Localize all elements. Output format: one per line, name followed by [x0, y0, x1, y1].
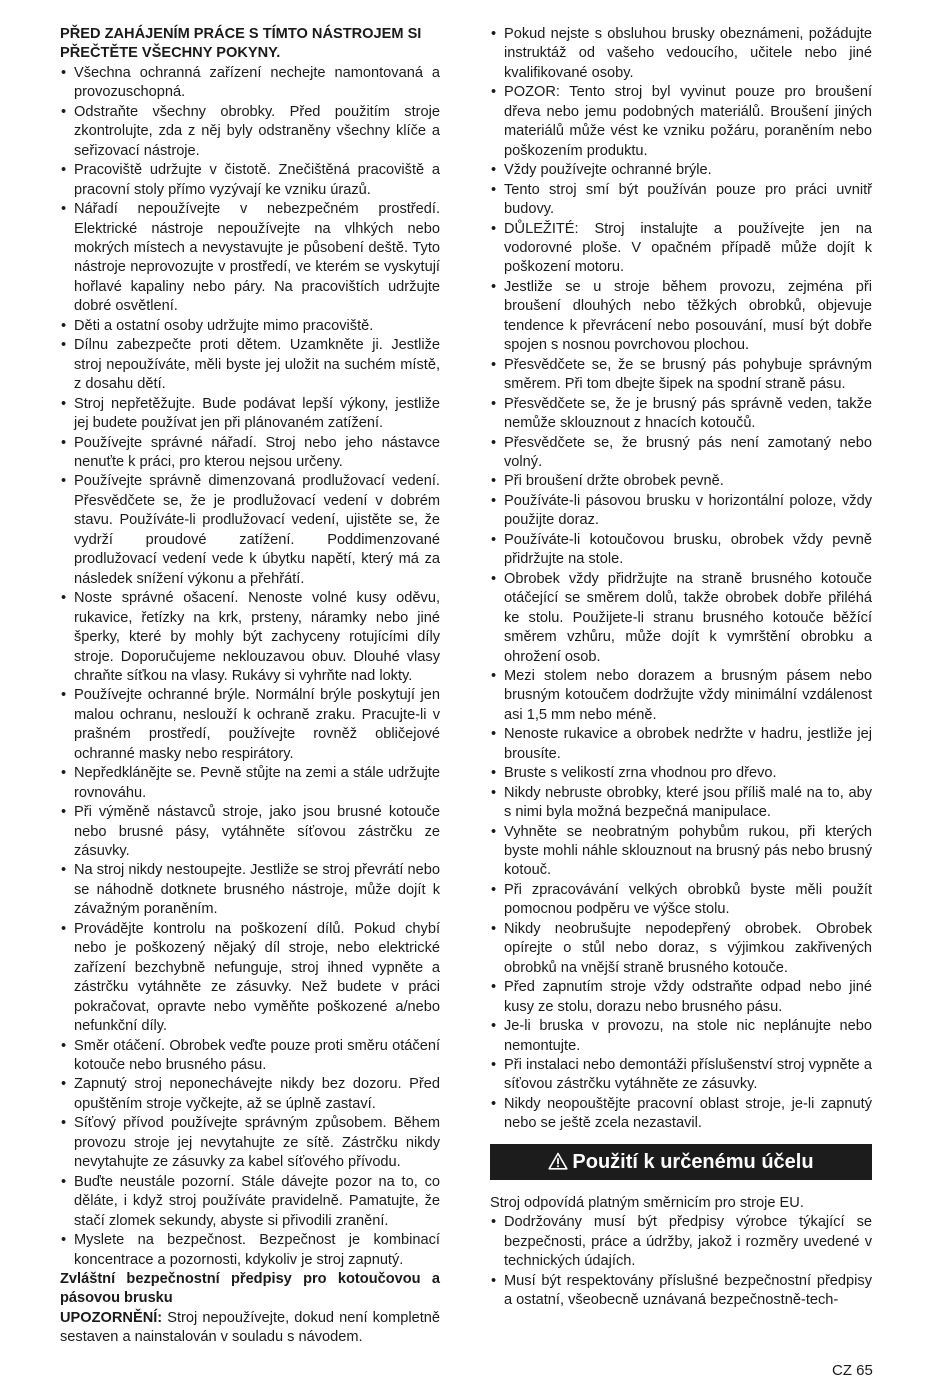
list-item: • Myslete na bezpečnost. Bezpečnost je kombinací koncentrace a pozornosti, kdykoliv je stroj zapnutý. [60, 1231, 440, 1270]
safety-heading: PŘED ZAHÁJENÍM PRÁCE S TÍMTO NÁSTROJEM SI PŘEČTĚTE VŠECHNY POKYNY. [60, 26, 422, 62]
list-item: • Dodržovány musí být předpisy výrobce týkající se bezpečnosti, práce a údržby, jakož i rozměry uvedené v technických údajích. [490, 1213, 872, 1271]
intended-use-header [490, 1144, 872, 1180]
list-item: • Na stroj nikdy nestoupejte. Jestliže se stroj převrátí nebo se náhodně dotknete brusného nástroje, může dojít k závažným poraněním. [60, 861, 440, 919]
list-item: • Používáte-li kotoučovou brusku, obrobek vždy pevně přidržujte na stole. [490, 531, 872, 570]
list-item: • Nepředklánějte se. Pevně stůjte na zemi a stále udržujte rovnováhu. [60, 764, 440, 803]
list-item: • Všechna ochranná zařízení nechejte namontovaná a provozuschopná. [60, 64, 440, 103]
list-item: • Nikdy neobrušujte nepodepřený obrobek. Obrobek opírejte o stůl nebo doraz, s výjimkou zakřivených obrobků na vnější straně brusného kotouče. [490, 920, 872, 978]
list-item: • Nikdy nebruste obrobky, které jsou příliš malé na to, aby s nimi byla možná bezpečná manipulace. [490, 784, 872, 823]
page-number: CZ 65 [832, 1362, 873, 1379]
list-item: • Pracoviště udržujte v čistotě. Znečištěná pracoviště a pracovní stoly přímo vyzývají ke vzniku úrazů. [60, 161, 440, 200]
list-item: • Před zapnutím stroje vždy odstraňte odpad nebo jiné kusy ze stolu, dorazu nebo brusného pásu. [490, 978, 872, 1017]
list-item: • Používáte-li pásovou brusku v horizontální poloze, vždy použijte doraz. [490, 492, 872, 531]
list-item: • Nenoste rukavice a obrobek nedržte v hadru, jestliže jej brousíte. [490, 725, 872, 764]
list-item: • Nikdy neopouštějte pracovní oblast stroje, je-li zapnutý nebo se ještě zcela nezastavil. [490, 1095, 872, 1134]
list-item: • Vždy používejte ochranné brýle. [490, 161, 872, 180]
list-item: • Přesvědčete se, že se brusný pás pohybuje správným směrem. Při tom dbejte šipek na spodní straně pásu. [490, 356, 872, 395]
list-item: • Buďte neustále pozorní. Stále dávejte pozor na to, co děláte, i když stroj používáte pravidelně. Pamatujte, že stačí zlomek sekundy, abyste si přivodili zranění. [60, 1173, 440, 1231]
list-item: • Odstraňte všechny obrobky. Před použitím stroje zkontrolujte, zda z něj byly odstraněny všechny klíče a seřizovací nástroje. [60, 103, 440, 161]
list-item: • Přesvědčete se, že brusný pás není zamotaný nebo volný. [490, 434, 872, 473]
list-item: • Pokud nejste s obsluhou brusky obeznámeni, požádujte instruktáž od vašeho vedoucího, učitele nebo jiné kvalifikované osoby. [490, 25, 872, 83]
list-item: • Nářadí nepoužívejte v nebezpečném prostředí. Elektrické nástroje nepoužívejte na vlhkých nebo mokrých místech a nevystavujte je působení deště. Tyto nástroje neprovozujte v prostředí, ve kterém se vyskytují hořlavé kapaliny nebo páry. Na pracovištích udržujte dobré osvětlení. [60, 200, 440, 317]
warning-triangle-icon [548, 1152, 568, 1170]
list-item: • Mezi stolem nebo dorazem a brusným pásem nebo brusným kotoučem dodržujte vždy minimální vzdálenost asi 1,5 mm nebo méně. [490, 667, 872, 725]
list-item: • Při zpracovávání velkých obrobků byste měli použít pomocnou podpěru ve výšce stolu. [490, 881, 872, 920]
left-column [60, 25, 440, 1348]
special-rules-subheading: Zvláštní bezpečnostní předpisy pro kotoučovou a pásovou brusku [60, 1271, 440, 1307]
list-item: • Je-li bruska v provozu, na stole nic neplánujte nebo nemontujte. [490, 1017, 872, 1056]
list-item: • Síťový přívod používejte správným způsobem. Během provozu stroje jej nevytahujte ze sítě. Zástrčku nikdy nevytahujte ze zásuvky za kabel síťového přívodu. [60, 1114, 440, 1172]
list-item: • Jestliže se u stroje během provozu, zejména při broušení dlouhých nebo těžkých obrobků, objevuje tendence k převrácení nebo posouvání, musí být dobře spojen s nosnou povrchovou plochou. [490, 278, 872, 356]
list-item: • Obrobek vždy přidržujte na straně brusného kotouče otáčející se směrem dolů, takže obrobek dobře přiléhá ke stolu. Použijete-li stranu brusného kotouče běžící směrem vzhůru, může dojít k vymrštění obrobku a ohrožení osob. [490, 570, 872, 667]
list-item: • DŮLEŽITÉ: Stroj instalujte a používejte jen na vodorovné ploše. V opačném případě může dojít k poškození motoru. [490, 220, 872, 278]
warning-paragraph [60, 1309, 440, 1348]
warning-label: UPOZORNĚNÍ: [60, 1309, 163, 1326]
list-item: • Používejte správně dimenzovaná prodlužovací vedení. Přesvědčete se, že je prodlužovací vedení v dobrém stavu. Používáte-li prodlužovací vedení, ujistěte se, že vydrží proudové zatížení. Poddimenzované prodlužovací vedení vede k úbytku napětí, který má za následek snížení výkonu a přehřátí. [60, 472, 440, 589]
right-safety-list [490, 25, 872, 1134]
list-item: • Při broušení držte obrobek pevně. [490, 472, 872, 491]
list-item: • Stroj nepřetěžujte. Bude podávat lepší výkony, jestliže jej budete používat jen při plánovaném zatížení. [60, 395, 440, 434]
list-item: • Zapnutý stroj neponechávejte nikdy bez dozoru. Před opuštěním stroje vyčkejte, až se úplně zastaví. [60, 1075, 440, 1114]
list-item: • Bruste s velikostí zrna vhodnou pro dřevo. [490, 764, 872, 783]
list-item: • Musí být respektovány příslušné bezpečnostní předpisy a ostatní, všeobecně uznávaná bezpečnostně-tech- [490, 1272, 872, 1311]
list-item: • Přesvědčete se, že je brusný pás správně veden, takže nemůže sklouznout z hnacích kotoučů. [490, 395, 872, 434]
list-item: • Provádějte kontrolu na poškození dílů. Pokud chybí nebo je poškozený nějaký díl stroje, nebo elektrické zařízení bezchybně nefunguje, stroj ihned vypněte a zástrčku vytáhněte ze zásuvky. Než budete v práci pokračovat, opravte nebo vyměňte poškozené a/nebo nefunkční díly. [60, 920, 440, 1037]
list-item: • Vyhněte se neobratným pohybům rukou, při kterých byste mohli náhle sklouznout na brusný pás nebo brusný kotouč. [490, 823, 872, 881]
list-item: • Noste správné ošacení. Nenoste volné kusy oděvu, rukavice, řetízky na krk, prsteny, náramky nebo jiné šperky, které by mohly být zachyceny rotujícími díly stroje. Doporučujeme neklouzavou obuv. Dlouhé vlasy chraňte síťkou na vlasy. Rukávy si vyhrňte nad lokty. [60, 589, 440, 686]
warning-text: Stroj nepoužívejte, dokud není kompletně sestaven a nainstalován v souladu s návodem. [60, 1309, 440, 1346]
list-item: • Při výměně nástavců stroje, jako jsou brusné kotouče nebo brusné pásy, vytáhněte síťovou zástrčku ze zásuvky. [60, 803, 440, 861]
intended-use-intro: Stroj odpovídá platným směrnicím pro stroje EU. [490, 1194, 804, 1211]
list-item: • Používejte ochranné brýle. Normální brýle poskytují jen malou ochranu, neslouží k ochraně zraku. Pracujte-li v prašném prostředí, používejte rovněž obličejové ochranné masky nebo respirátory. [60, 686, 440, 764]
list-item: • Tento stroj smí být používán pouze pro práci uvnitř budovy. [490, 181, 872, 220]
intended-use-list [490, 1213, 872, 1310]
right-column [490, 25, 872, 1311]
list-item: • POZOR: Tento stroj byl vyvinut pouze pro broušení dřeva nebo jemu podobných materiálů. Broušení jiných materiálů může vést ke vzniku požáru, poraněním nebo poškozením produktu. [490, 83, 872, 161]
list-item: • Děti a ostatní osoby udržujte mimo pracoviště. [60, 317, 440, 336]
list-item: • Dílnu zabezpečte proti dětem. Uzamkněte ji. Jestliže stroj nepoužíváte, měli byste jej uložit na suchém místě, z dosahu dětí. [60, 336, 440, 394]
intended-use-title: Použití k určenému účelu [572, 1150, 814, 1173]
list-item: • Používejte správné nářadí. Stroj nebo jeho nástavce nenuťte k práci, pro kterou nejsou určeny. [60, 434, 440, 473]
left-safety-list [60, 64, 440, 1270]
list-item: • Při instalaci nebo demontáži příslušenství stroj vypněte a síťovou zástrčku vytáhněte ze zásuvky. [490, 1056, 872, 1095]
list-item: • Směr otáčení. Obrobek veďte pouze proti směru otáčení kotouče nebo brusného pásu. [60, 1037, 440, 1076]
